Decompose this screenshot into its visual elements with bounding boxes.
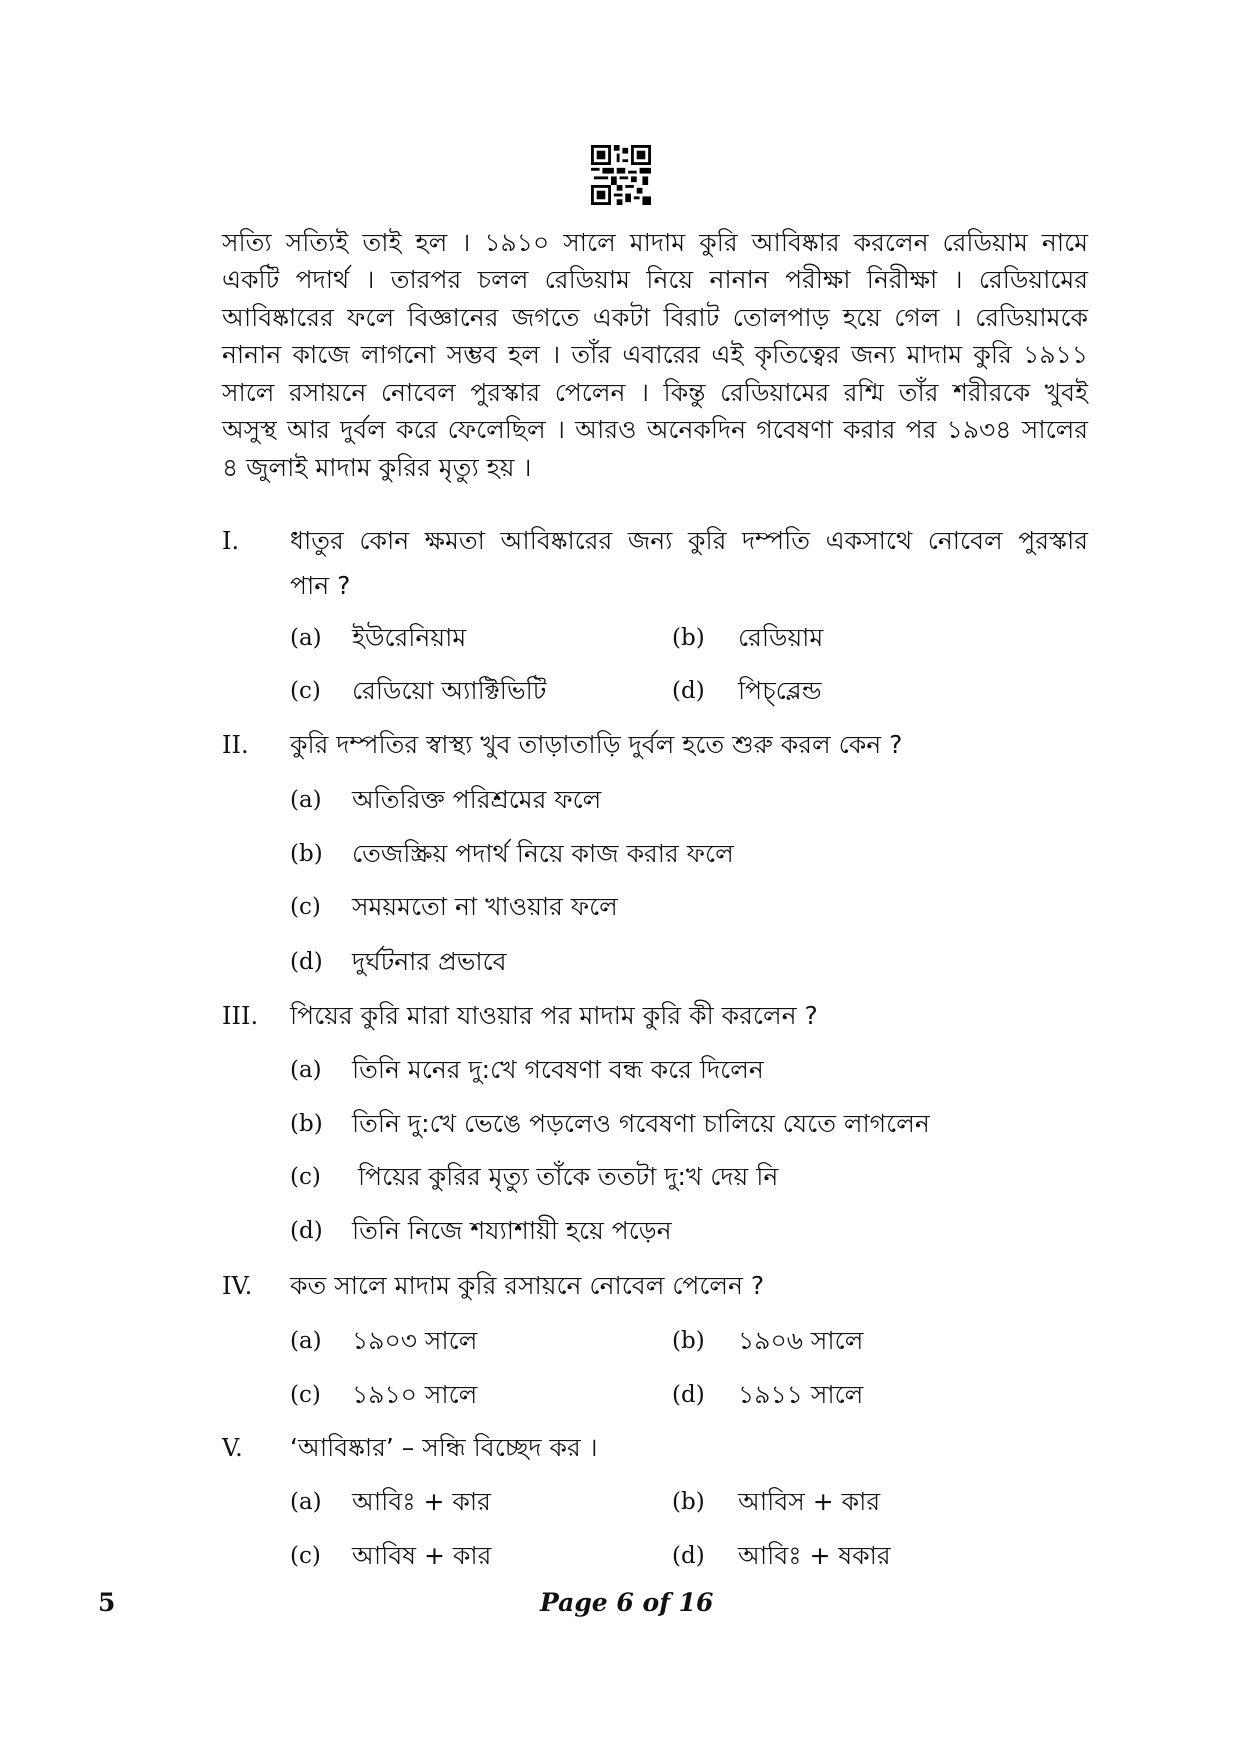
question-number: III. [222,1002,259,1030]
option-text: আবিস + কার [738,1487,881,1516]
option-text: রেডিয়াম [738,623,824,652]
option-label: (b) [290,1111,323,1137]
option-label: (d) [290,1218,323,1244]
question-number: I. [222,527,240,555]
option-text: তিনি নিজে শয্যাশায়ী হয়ে পড়েন [352,1216,672,1245]
question-number: II. [222,731,249,759]
option-label: (b) [672,1328,705,1354]
option-label: (a) [290,625,322,651]
option-text: ১৯০৩ সালে [352,1326,478,1355]
option-text: রেডিয়ো অ্যাক্টিভিটি [352,676,547,705]
option-text: তিনি দু:খে ভেঙে পড়লেও গবেষণা চালিয়ে যেতে লাগলেন [352,1109,930,1138]
option-text: অতিরিক্ত পরিশ্রমের ফলে [352,785,602,814]
option-text: পিয়ের কুরির মৃত্যু তাঁকে ততটা দু:খ দেয় নি [358,1162,779,1191]
passage-line: সালে রসায়নে নোবেল পুরস্কার পেলেন । কিন্তু রেডিয়ামের রশ্মি তাঁর শরীরকে খুবই [222,378,1088,407]
passage-line: অসুস্থ আর দুর্বল করে ফেলেছিল । আরও অনেকদিন গবেষণা করার পর ১৯৩৪ সালের [222,415,1088,444]
option-label: (c) [290,1164,321,1190]
option-label: (a) [290,787,322,813]
option-text: ১৯০৬ সালে [738,1326,864,1355]
option-text: তিনি মনের দু:খে গবেষণা বন্ধ করে দিলেন [352,1055,764,1084]
option-label: (b) [672,1489,705,1515]
option-label: (c) [290,894,321,920]
option-label: (d) [672,1543,705,1569]
question-text: পান ? [290,571,351,600]
paper-code: 5 [98,1588,116,1617]
passage-line: ৪ জুলাই মাদাম কুরির মৃত্যু হয় । [222,453,532,482]
question-number: IV. [222,1272,253,1300]
option-text: তেজস্ক্রিয় পদার্থ নিয়ে কাজ করার ফলে [352,839,734,868]
option-text: আবিষ + কার [352,1541,492,1570]
question-number: V. [222,1434,243,1462]
passage-line: নানান কাজে লাগনো সম্ভব হল । তাঁর এবারের এই কৃতিত্বের জন্য মাদাম কুরি ১৯১১ [222,340,1088,369]
question-text: কুরি দম্পতির স্বাস্থ্য খুব তাড়াতাড়ি দুর্বল হতে শুরু করল কেন ? [290,730,903,759]
option-label: (a) [290,1328,322,1354]
question-text: পিয়ের কুরি মারা যাওয়ার পর মাদাম কুরি কী করলেন ? [290,1001,818,1030]
passage-line: সত্যি সত্যিই তাই হল । ১৯১০ সালে মাদাম কুরি আবিষ্কার করলেন রেডিয়াম নামে [222,228,1088,257]
page-number: Page 6 of 16 [540,1588,714,1617]
question-text: ধাতুর কোন ক্ষমতা আবিষ্কারের জন্য কুরি দম্পতি একসাথে নোবেল পুরস্কার [290,526,1088,555]
option-label: (d) [290,949,323,975]
option-text: পিচ্‌ব্লেন্ড [738,676,822,705]
option-text: আবিঃ + কার [352,1487,491,1516]
question-text: ‘আবিষ্কার’ – সন্ধি বিচ্ছেদ কর । [290,1433,598,1462]
question-text: কত সালে মাদাম কুরি রসায়নে নোবেল পেলেন ? [290,1271,765,1300]
passage-line: আবিষ্কারের ফলে বিজ্ঞানের জগতে একটা বিরাট তোলপাড় হয়ে গেল । রেডিয়ামকে [222,303,1088,332]
option-label: (b) [290,841,323,867]
option-text: আবিঃ + ষকার [738,1541,891,1570]
option-label: (c) [290,1382,321,1408]
option-text: সময়মতো না খাওয়ার ফলে [352,892,618,921]
option-label: (b) [672,625,705,651]
option-text: ইউরেনিয়াম [352,623,467,652]
option-label: (d) [672,1382,705,1408]
option-text: ১৯১১ সালে [738,1380,864,1409]
option-text: ১৯১০ সালে [352,1380,478,1409]
option-label: (d) [672,678,705,704]
qr-code [591,145,651,205]
option-text: দুর্ঘটনার প্রভাবে [352,947,507,976]
passage-line: একটি পদার্থ । তারপর চলল রেডিয়াম নিয়ে নানান পরীক্ষা নিরীক্ষা । রেডিয়ামের [222,265,1088,294]
option-label: (c) [290,1543,321,1569]
option-label: (a) [290,1057,322,1083]
option-label: (c) [290,678,321,704]
option-label: (a) [290,1489,322,1515]
